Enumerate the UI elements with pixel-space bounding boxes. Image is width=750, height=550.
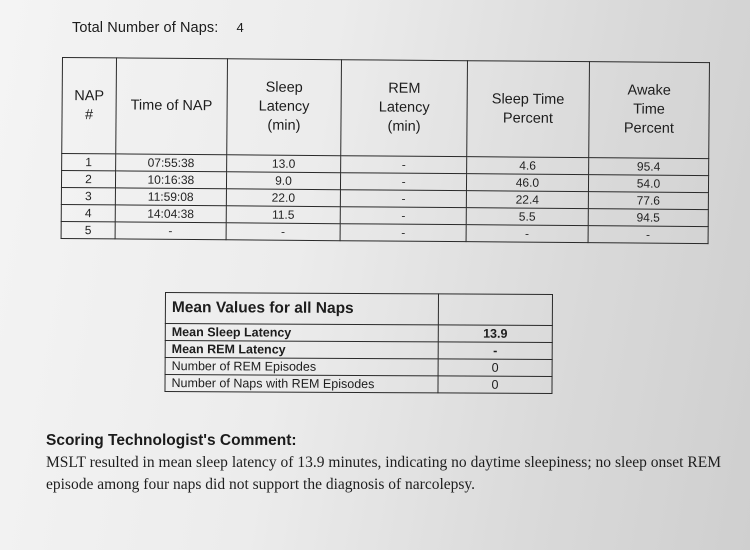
total-naps-value: 4 (236, 20, 244, 35)
header-nap-number (62, 58, 117, 154)
time-cell: 07:55:38 (116, 154, 227, 172)
nap-number-cell: 2 (61, 171, 115, 188)
awake-percent-cell: 54.0 (588, 175, 708, 193)
mean-rem-latency-value: - (438, 342, 552, 360)
total-naps-line (72, 20, 244, 36)
mean-values-table (164, 292, 553, 394)
comment-body: MSLT resulted in mean sleep latency of 13.9 minutes, indicating no daytime sleepiness; no sleep onset REM episode among four naps did not support the diagnosis of narcolepsy. (46, 454, 721, 493)
mean-table-title: Mean Values for all Naps (165, 293, 438, 325)
mean-table-header-row (165, 293, 552, 326)
header-awake-time-percent (589, 62, 710, 159)
mean-sleep-latency-label: Mean Sleep Latency (165, 324, 438, 342)
awake-percent-cell: 95.4 (588, 158, 708, 176)
table-row (165, 358, 552, 377)
header-line: Percent (502, 109, 554, 127)
rem-latency-cell: - (340, 207, 466, 225)
header-line: (min) (267, 117, 301, 134)
sleep-latency-cell: 9.0 (226, 172, 341, 190)
time-cell: 11:59:08 (115, 188, 226, 206)
awake-percent-cell: 94.5 (588, 209, 708, 227)
sleep-percent-cell: - (466, 225, 588, 243)
total-naps-label: Total Number of Naps: (72, 20, 219, 36)
rem-latency-cell: - (341, 190, 467, 208)
nap-number-cell: 4 (61, 204, 115, 221)
comment-title: Scoring Technologist's Comment: (46, 432, 297, 449)
time-cell: 14:04:38 (115, 205, 226, 223)
sleep-percent-cell: 4.6 (467, 157, 589, 175)
header-sleep-latency (226, 59, 341, 156)
header-rem-latency (341, 60, 467, 157)
naps-with-rem-label: Number of Naps with REM Episodes (165, 375, 438, 393)
table-row (165, 324, 552, 343)
header-line: Latency (258, 98, 310, 115)
header-sleep-time-percent (467, 61, 590, 158)
header-line: NAP (74, 87, 105, 104)
sleep-latency-cell: - (226, 223, 341, 241)
sleep-percent-cell: 22.4 (466, 191, 588, 209)
sleep-latency-cell: 13.0 (226, 155, 341, 173)
nap-number-cell: 3 (61, 187, 115, 204)
rem-episodes-label: Number of REM Episodes (165, 358, 438, 376)
header-line: Percent (623, 120, 674, 137)
time-cell: 10:16:38 (115, 171, 226, 189)
mean-rem-latency-label: Mean REM Latency (165, 341, 438, 359)
header-time-of-nap (116, 58, 227, 155)
mean-table-header-empty (438, 294, 552, 326)
header-line: Time (633, 101, 665, 118)
header-line: REM (388, 80, 421, 97)
awake-percent-cell: 77.6 (588, 192, 708, 210)
nap-number-cell: 1 (62, 154, 116, 171)
nap-table (61, 57, 710, 244)
rem-latency-cell: - (340, 224, 466, 242)
mean-sleep-latency-value: 13.9 (438, 325, 552, 343)
technologist-comment (46, 432, 721, 496)
awake-percent-cell: - (588, 226, 708, 244)
time-cell: - (115, 222, 226, 240)
header-line: Awake (627, 82, 671, 99)
rem-latency-cell: - (341, 173, 467, 191)
header-line: Latency (378, 99, 430, 116)
header-line: Sleep Time (491, 90, 565, 108)
rem-latency-cell: - (341, 156, 467, 174)
sleep-percent-cell: 5.5 (466, 208, 588, 226)
sleep-latency-cell: 22.0 (226, 189, 341, 207)
table-row (165, 341, 552, 360)
table-row (165, 375, 552, 394)
sleep-percent-cell: 46.0 (466, 174, 588, 192)
header-line: # (84, 106, 94, 123)
header-line: Time of NAP (130, 97, 213, 115)
nap-number-cell: 5 (61, 221, 115, 238)
naps-with-rem-value: 0 (438, 376, 552, 394)
header-line: (min) (387, 118, 421, 135)
header-line: Sleep (265, 79, 303, 96)
nap-table-header-row (62, 58, 710, 159)
rem-episodes-value: 0 (438, 359, 552, 377)
sleep-latency-cell: 11.5 (226, 206, 341, 224)
